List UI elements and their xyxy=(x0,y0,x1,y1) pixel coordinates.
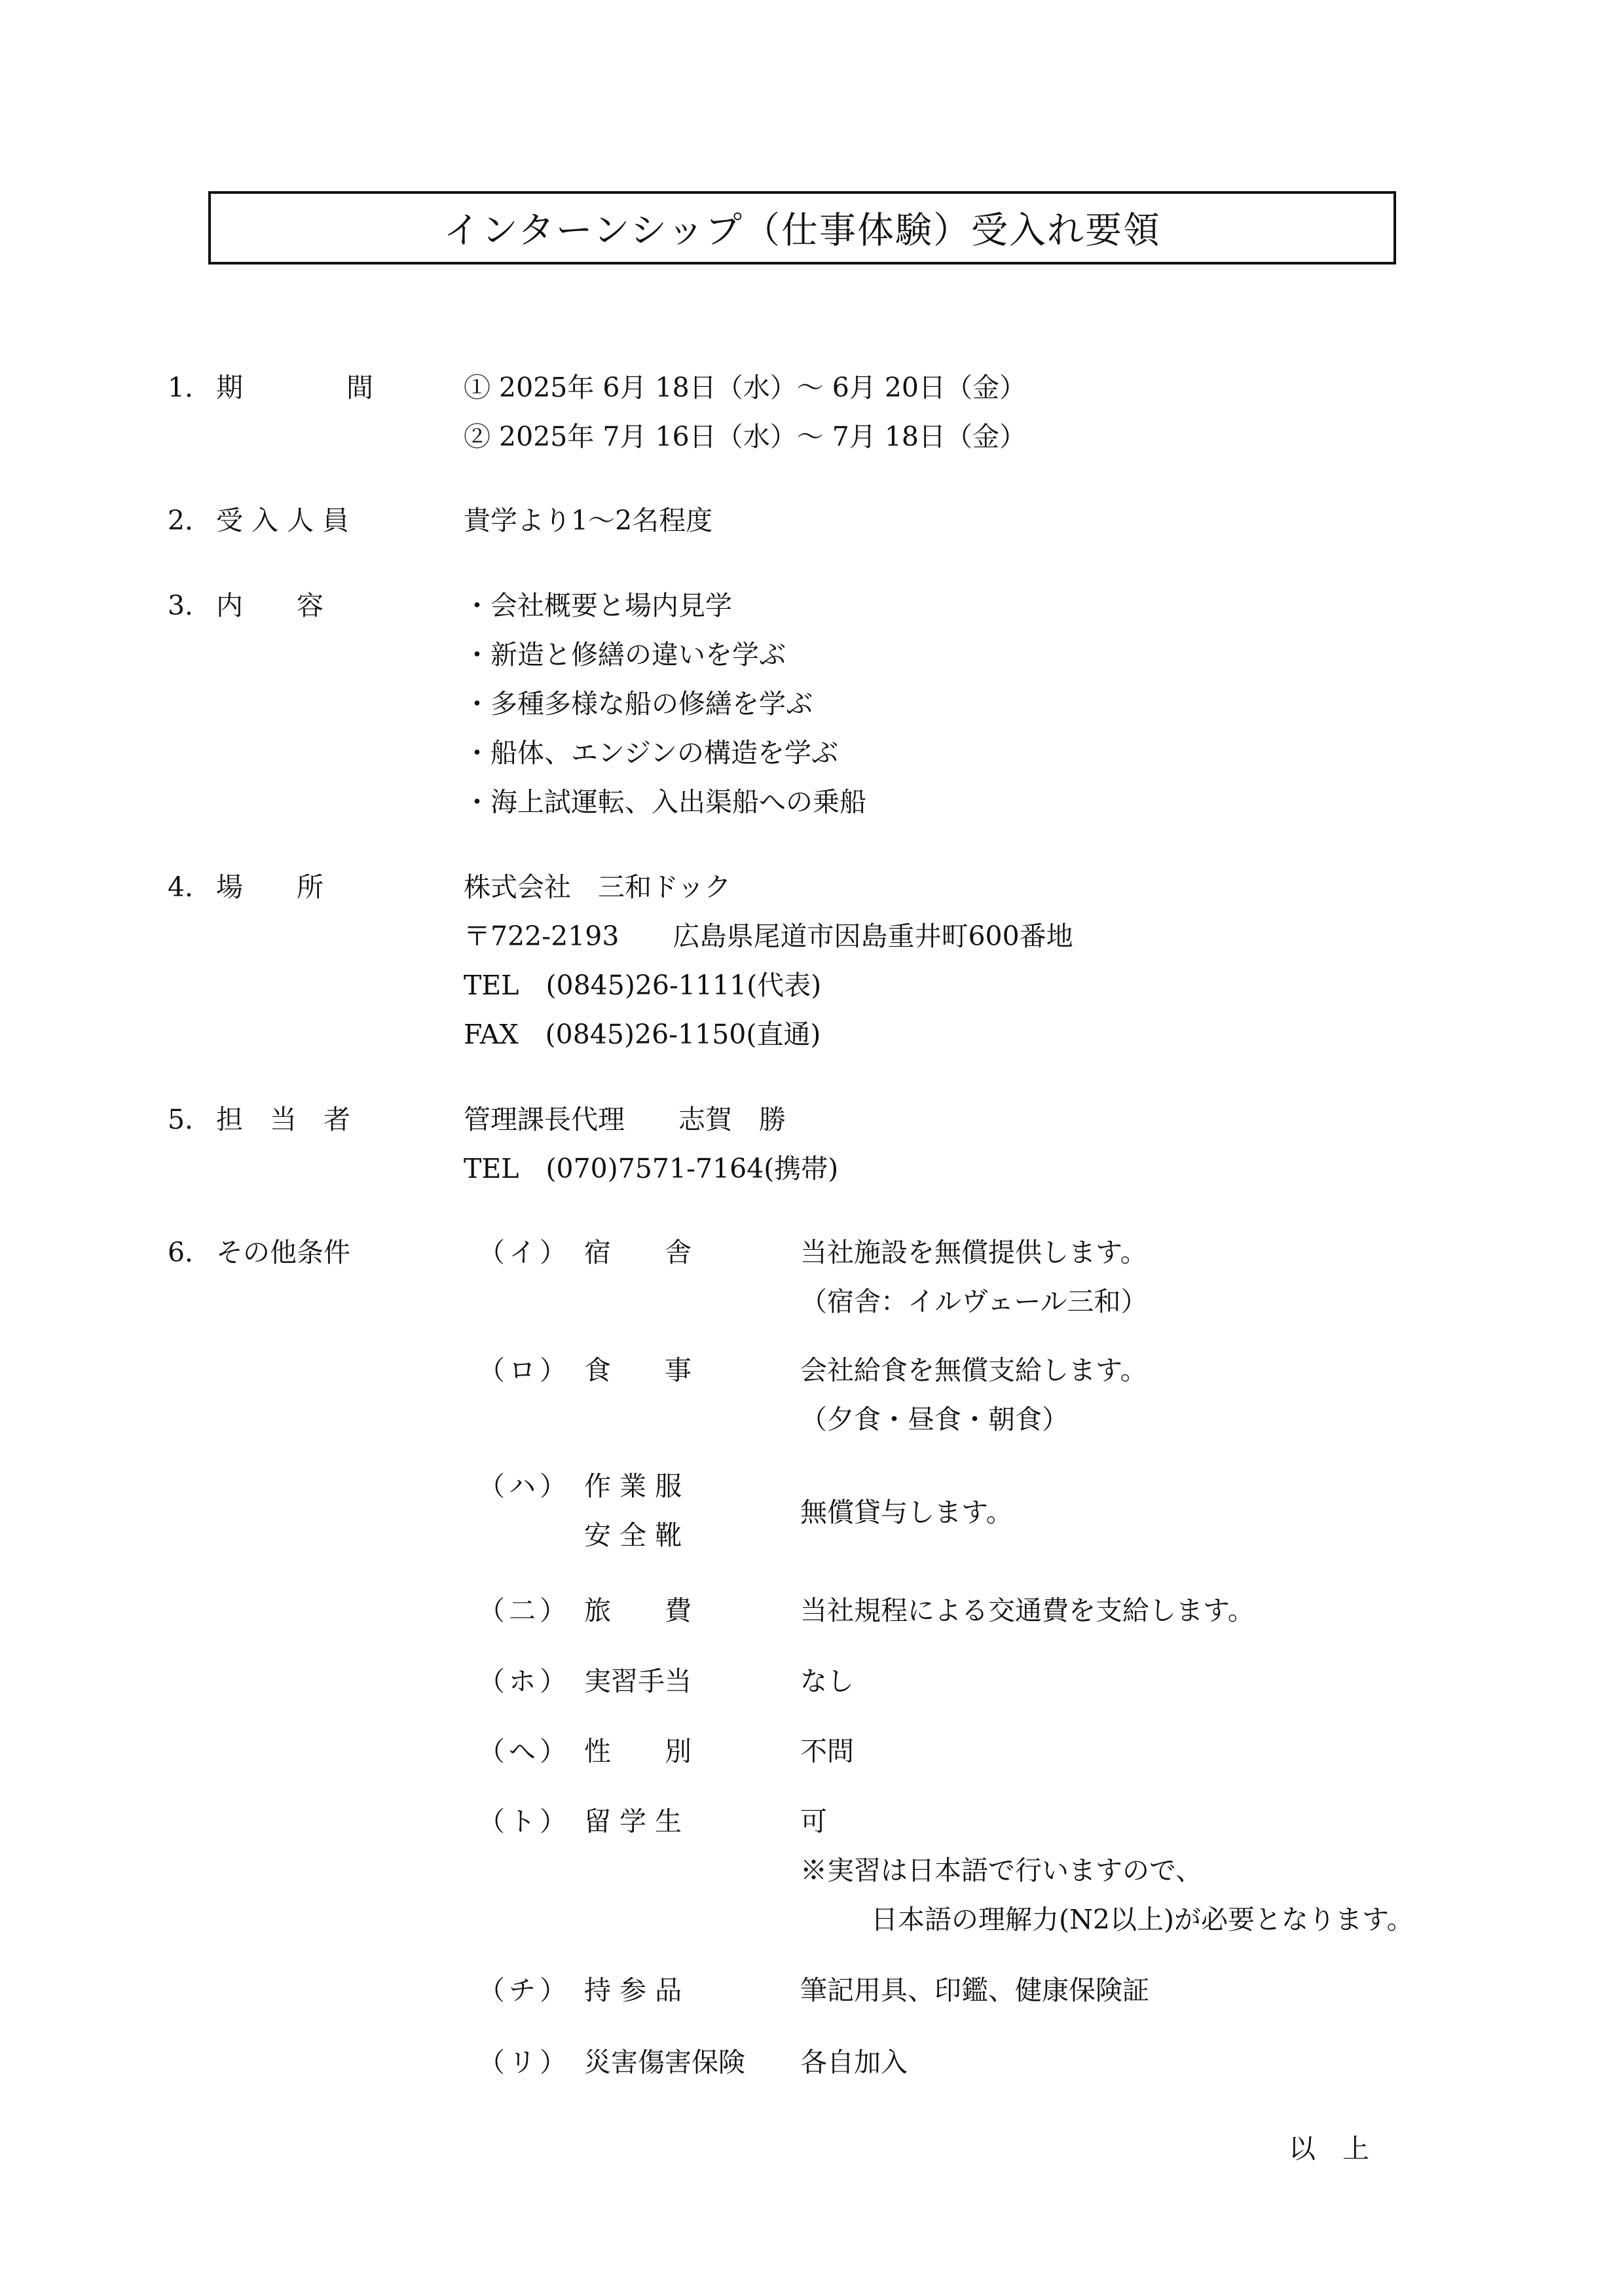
condition-value: なし xyxy=(800,1666,854,1697)
condition-label-allowance: 実習手当 xyxy=(584,1666,692,1697)
section-6-label: その他条件 xyxy=(216,1237,350,1268)
condition-value: 会社給食を無償支給します。 xyxy=(800,1355,1147,1386)
section-1-label: 期 間 xyxy=(216,372,373,403)
condition-value: 可 xyxy=(800,1806,827,1837)
contact-tel: TEL (070)7571-7164(携帯) xyxy=(464,1153,839,1184)
section-4-number: 4． xyxy=(168,871,212,903)
period-line-2: ② 2025年 7月 16日（水）～ 7月 18日（金） xyxy=(464,421,1027,452)
content-line-2: ・新造と修繕の違いを学ぶ xyxy=(464,639,786,670)
condition-label-insurance: 災害傷害保険 xyxy=(584,2047,745,2078)
condition-mark: （ハ） xyxy=(478,1470,570,1502)
section-1-number: 1． xyxy=(168,372,212,403)
condition-mark: （二） xyxy=(478,1595,570,1626)
section-3-label: 内 容 xyxy=(216,590,323,621)
condition-label-lodging: 宿 舎 xyxy=(584,1237,692,1268)
condition-mark: （イ） xyxy=(478,1237,570,1268)
condition-value-note: 日本語の理解力(N2以上)が必要となります。 xyxy=(871,1904,1414,1935)
condition-value-note: ※実習は日本語で行いますので、 xyxy=(800,1855,1203,1886)
company-fax: FAX (0845)26-1150(直通) xyxy=(464,1019,821,1050)
condition-value: 当社規程による交通費を支給します。 xyxy=(800,1595,1255,1626)
condition-value-note: （夕食・昼食・朝食） xyxy=(800,1404,1069,1435)
document-title: インターンシップ（仕事体験）受入れ要領 xyxy=(443,210,1162,252)
condition-label-gender: 性 別 xyxy=(584,1736,692,1767)
condition-label-safety-shoes: 安 全 靴 xyxy=(584,1520,682,1551)
condition-mark: （ホ） xyxy=(478,1666,570,1697)
contact-person: 管理課長代理 志賀 勝 xyxy=(464,1104,786,1135)
period-line-1: ① 2025年 6月 18日（水）～ 6月 20日（金） xyxy=(464,372,1027,403)
company-name: 株式会社 三和ドック xyxy=(464,871,731,903)
capacity-value: 貴学より1～2名程度 xyxy=(464,505,713,536)
condition-mark: （チ） xyxy=(478,1975,570,2006)
content-line-1: ・会社概要と場内見学 xyxy=(464,590,732,621)
condition-mark: （へ） xyxy=(478,1736,570,1767)
section-5-number: 5． xyxy=(168,1104,212,1135)
condition-label-travel: 旅 費 xyxy=(584,1595,692,1626)
condition-value: 各自加入 xyxy=(800,2047,908,2078)
company-tel: TEL (0845)26-1111(代表) xyxy=(464,970,822,1001)
section-4-label: 場 所 xyxy=(216,871,323,903)
company-address: 〒722-2193 広島県尾道市因島重井町600番地 xyxy=(464,920,1073,952)
section-2-number: 2． xyxy=(168,505,212,536)
condition-label-belongings: 持 参 品 xyxy=(584,1975,682,2006)
condition-value: 無償貸与します。 xyxy=(800,1497,1013,1528)
section-6-number: 6． xyxy=(168,1237,212,1268)
condition-mark: （リ） xyxy=(478,2047,570,2078)
closing-mark: 以 上 xyxy=(1289,2133,1369,2164)
section-5-label: 担 当 者 xyxy=(216,1104,350,1135)
condition-label-intl-students: 留 学 生 xyxy=(584,1806,682,1837)
condition-value: 不問 xyxy=(800,1736,854,1767)
condition-label-workwear: 作 業 服 xyxy=(584,1470,682,1502)
condition-value-note: （宿舎：イルヴェール三和） xyxy=(800,1286,1148,1317)
condition-value: 当社施設を無償提供します。 xyxy=(800,1237,1147,1268)
section-2-label: 受 入 人 員 xyxy=(216,505,350,536)
content-line-5: ・海上試運転、入出渠船への乗船 xyxy=(464,786,866,818)
condition-value: 筆記用具、印鑑、健康保険証 xyxy=(800,1975,1149,2006)
condition-mark: （ロ） xyxy=(478,1355,570,1386)
section-3-number: 3． xyxy=(168,590,212,621)
content-line-4: ・船体、エンジンの構造を学ぶ xyxy=(464,737,838,769)
title-box xyxy=(208,191,1396,264)
content-line-3: ・多種多様な船の修繕を学ぶ xyxy=(464,688,813,720)
condition-label-meals: 食 事 xyxy=(584,1355,692,1386)
condition-mark: （ト） xyxy=(478,1806,570,1837)
